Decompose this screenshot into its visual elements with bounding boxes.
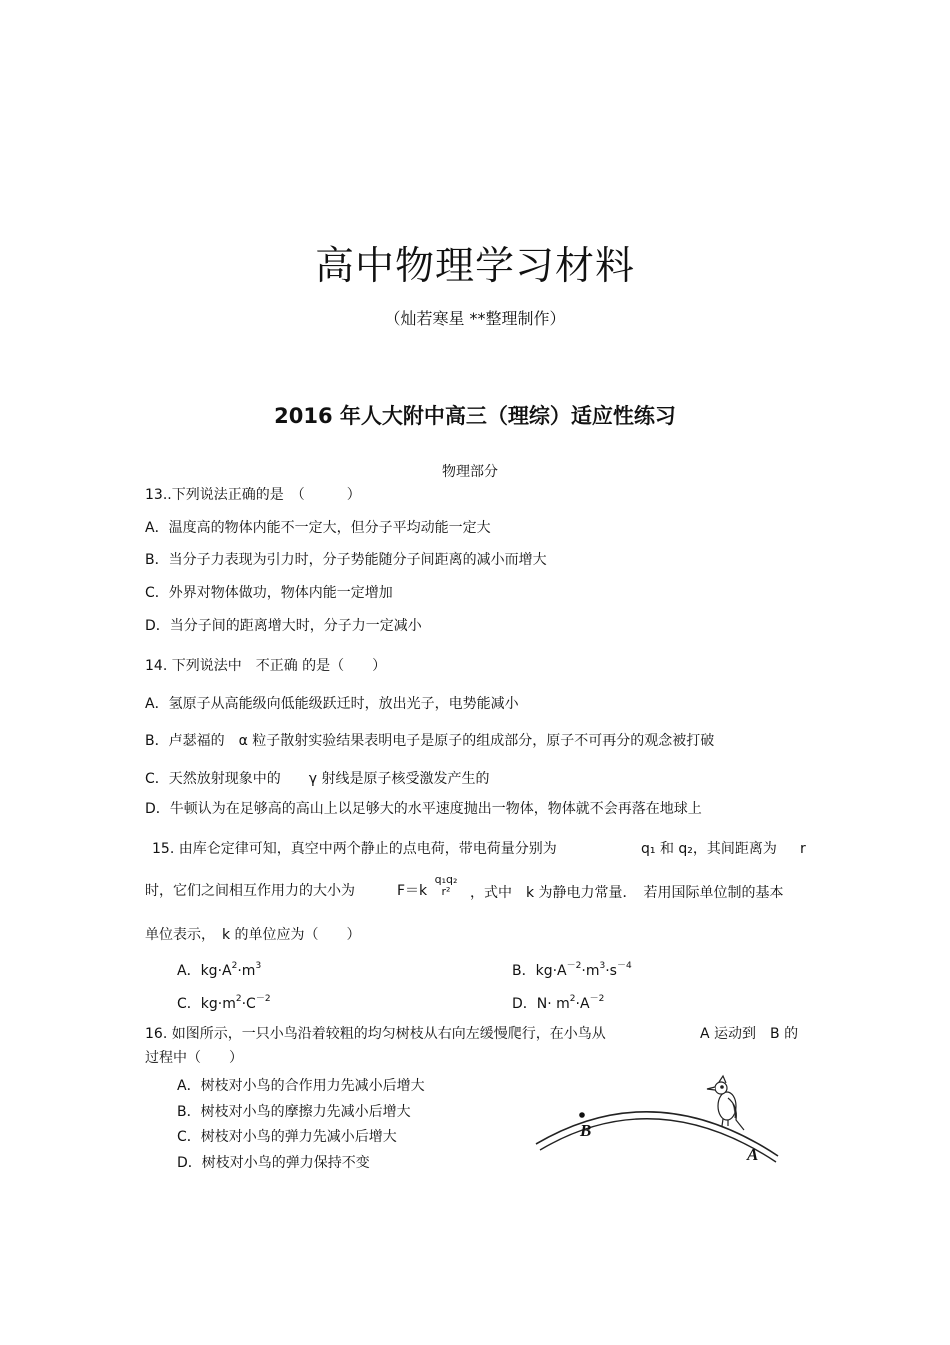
branch-bird-figure (530, 1070, 790, 1170)
exponent: －2 (255, 994, 271, 1004)
option-text: C．kg·m (177, 996, 236, 1012)
question-15-distance: r (800, 841, 806, 857)
question-16-line-1: 16. 如图所示，一只小鸟沿着较粗的均匀树枝从右向左缓慢爬行，在小鸟从 (145, 1026, 606, 1042)
point-b-marker (579, 1112, 585, 1118)
option-text: D．N· m (512, 996, 570, 1012)
exponent: 2 (569, 994, 576, 1004)
question-15-option-d (512, 990, 604, 1013)
question-16-option-a: A．树枝对小鸟的合作用力先减小后增大 (177, 1078, 425, 1094)
figure-label-b: B (580, 1121, 592, 1140)
fraction-numerator: q₁q₂ (434, 873, 458, 886)
option-text: A．kg·A (177, 963, 232, 979)
question-16-line-2: 过程中（ ） (145, 1050, 243, 1066)
question-14-option-b: B．卢瑟福的 α 粒子散射实验结果表明电子是原子的组成部分，原子不可再分的观念被打破 (145, 733, 715, 749)
option-text: B．kg·A (512, 963, 567, 979)
question-16-option-c: C．树枝对小鸟的弹力先减小后增大 (177, 1129, 397, 1145)
question-15-line-2-rest: ，式中 k 为静电力常量． 若用国际单位制的基本 (470, 885, 784, 901)
page-subtitle: （灿若寒星 **整理制作） (384, 309, 566, 328)
question-16-option-d: D．树枝对小鸟的弹力保持不变 (177, 1155, 370, 1171)
question-14-option-a: A．氢原子从高能级向低能级跃迁时，放出光子，电势能减小 (145, 696, 519, 712)
coulomb-formula-lhs: F＝k (397, 883, 428, 899)
question-14-option-c: C．天然放射现象中的 γ 射线是原子核受激发产生的 (145, 771, 490, 787)
question-15-option-c (177, 990, 271, 1013)
exponent: －2 (589, 994, 605, 1004)
question-13-option-b: B．当分子力表现为引力时，分子势能随分子间距离的减小而增大 (145, 552, 547, 568)
exponent: 3 (599, 961, 606, 971)
fraction-denominator: r² (441, 885, 451, 898)
exponent: －4 (616, 961, 632, 971)
option-text: ·C (241, 996, 256, 1012)
question-13-option-d: D．当分子间的距离增大时，分子力一定减小 (145, 618, 422, 634)
question-13-option-c: C．外界对物体做功，物体内能一定增加 (145, 585, 393, 601)
question-14-option-d: D．牛顿认为在足够高的高山上以足够大的水平速度抛出一物体，物体就不会再落在地球上 (145, 801, 702, 817)
question-15-line-2: 时，它们之间相互作用力的大小为 (145, 883, 355, 899)
question-14-stem: 14. 下列说法中 不正确 的是（ ） (145, 658, 387, 674)
option-text: ·s (605, 963, 617, 979)
option-text: ·m (581, 963, 600, 979)
question-15-charges: q₁ 和 q₂，其间距离为 (641, 841, 777, 857)
question-16-option-b: B．树枝对小鸟的摩擦力先减小后增大 (177, 1104, 411, 1120)
question-15-line-3: 单位表示， k 的单位应为（ ） (145, 927, 361, 943)
exponent: －2 (566, 961, 582, 971)
question-15-option-b (512, 957, 632, 980)
section-heading: 物理部分 (442, 464, 498, 480)
exponent: 3 (255, 961, 262, 971)
page-title: 高中物理学习材料 (314, 244, 635, 289)
question-13-option-a: A．温度高的物体内能不一定大，但分子平均动能一定大 (145, 520, 491, 536)
coulomb-formula-fraction (428, 874, 464, 898)
exponent: 2 (235, 994, 242, 1004)
question-15-line-1: 15. 由库仑定律可知，真空中两个静止的点电荷，带电荷量分别为 (152, 841, 557, 857)
option-text: ·A (575, 996, 590, 1012)
exam-title: 2016 年人大附中高三（理综）适应性练习 (274, 404, 676, 428)
option-text: ·m (237, 963, 256, 979)
figure-label-a: A (747, 1145, 759, 1164)
question-13-stem: 13..下列说法正确的是 （ ） (145, 487, 361, 503)
question-15-option-a (177, 957, 261, 980)
question-16-line-1-end: A 运动到 B 的 (700, 1026, 799, 1042)
exponent: 2 (231, 961, 238, 971)
bird-icon (707, 1076, 744, 1130)
